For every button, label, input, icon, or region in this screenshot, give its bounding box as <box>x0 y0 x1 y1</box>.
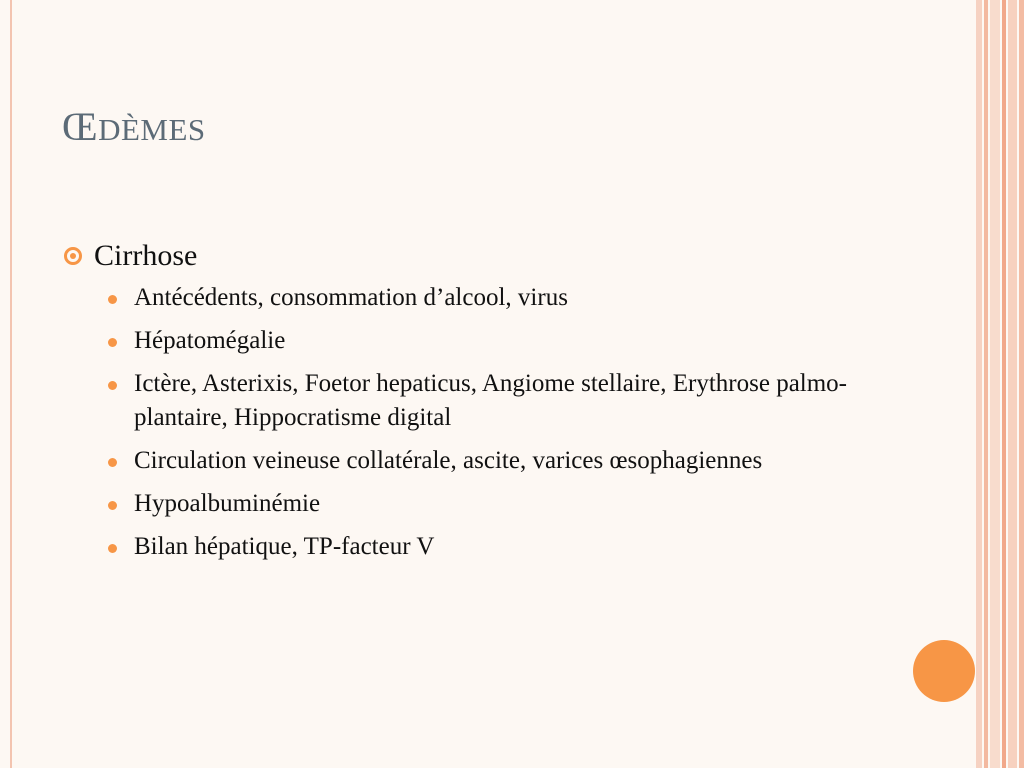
slide-body <box>62 235 902 573</box>
decorative-stripes <box>976 0 1024 768</box>
sub-bullet-text: Circulation veineuse collatérale, ascite, varices œsophagiennes <box>134 447 763 474</box>
ring-bullet-icon <box>64 247 82 265</box>
slide-title-rest: DÈMES <box>98 112 206 147</box>
dot-bullet-icon <box>108 458 117 467</box>
dot-bullet-icon <box>108 501 117 510</box>
sub-bullet-item <box>62 367 902 435</box>
dot-bullet-icon <box>108 338 117 347</box>
sub-bullet-text: Hépatomégalie <box>134 327 286 354</box>
sub-bullet-list <box>62 281 902 564</box>
sub-bullet-item <box>62 530 902 564</box>
sub-bullet-item <box>62 324 902 358</box>
main-bullet-text: Cirrhose <box>94 239 198 272</box>
dot-bullet-icon <box>108 381 117 390</box>
left-border-line <box>10 0 12 768</box>
sub-bullet-text: Hypoalbuminémie <box>134 490 321 517</box>
slide-title <box>62 103 206 150</box>
main-bullet-item <box>62 235 902 277</box>
dot-bullet-icon <box>108 544 117 553</box>
decorative-circle <box>913 640 975 702</box>
sub-bullet-text: Antécédents, consommation d’alcool, virus <box>134 284 568 311</box>
sub-bullet-item <box>62 444 902 478</box>
dot-bullet-icon <box>108 295 117 304</box>
slide-title-initial: Œ <box>62 104 99 149</box>
sub-bullet-text: Bilan hépatique, TP-facteur V <box>134 533 435 560</box>
sub-bullet-text: Ictère, Asterixis, Foetor hepaticus, Angiome stellaire, Erythrose palmo-plantaire, Hippocratisme digital <box>134 370 848 431</box>
sub-bullet-item <box>62 487 902 521</box>
sub-bullet-item <box>62 281 902 315</box>
